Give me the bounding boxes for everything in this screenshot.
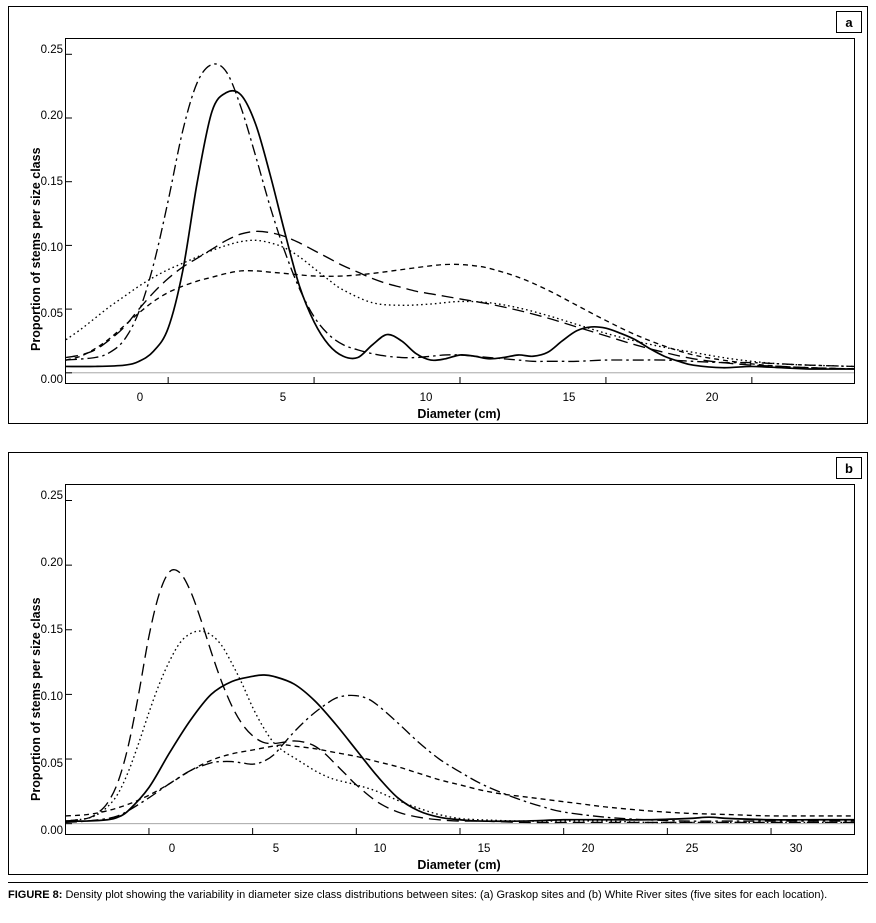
- panel-b-xtick-2: 10: [373, 843, 387, 855]
- series-line-3: [66, 631, 854, 822]
- panel-b-xtick-4: 20: [581, 843, 595, 855]
- series-line-5: [66, 695, 854, 822]
- panel-b-y-axis-label: Proportion of stems per size class: [29, 597, 43, 801]
- panel-b-x-axis-label: Diameter (cm): [417, 858, 501, 872]
- panel-b-ytick-4: 0.20: [40, 557, 63, 569]
- panel-a-ytick-3: 0.15: [40, 176, 63, 188]
- panel-b-xtick-6: 30: [789, 843, 803, 855]
- panel-b-xtick-1: 5: [272, 843, 280, 855]
- panel-b-ytick-0: 0.00: [40, 825, 63, 837]
- panel-a-xtick-0: 0: [136, 392, 144, 404]
- series-line-4: [66, 745, 854, 816]
- panel-a-xtick-1: 5: [279, 392, 287, 404]
- panel-a-ytick-1: 0.05: [40, 308, 63, 320]
- panel-b-ytick-5: 0.25: [40, 490, 63, 502]
- series-line-3: [66, 231, 854, 369]
- panel-a-xtick-4: 20: [705, 392, 719, 404]
- panel-a-plot-area: [65, 38, 855, 384]
- caption-divider: [8, 882, 868, 883]
- series-line-1: [66, 675, 854, 821]
- series-line-4: [66, 264, 854, 369]
- panel-label-b: b: [836, 457, 862, 479]
- panel-b-ytick-2: 0.10: [40, 691, 63, 703]
- panel-a-xtick-2: 10: [419, 392, 433, 404]
- panel-a-ytick-5: 0.25: [40, 44, 63, 56]
- panel-a-y-axis-label: Proportion of stems per size class: [29, 147, 43, 351]
- panel-b-xtick-0: 0: [168, 843, 176, 855]
- panel-b-plot-area: [65, 484, 855, 835]
- figure-caption: [8, 888, 870, 902]
- panel-a-xtick-3: 15: [562, 392, 576, 404]
- panel-b-ytick-1: 0.05: [40, 758, 63, 770]
- figure-caption-label: FIGURE 8:: [8, 889, 63, 901]
- series-line-1: [66, 91, 854, 369]
- chart-panel-b: [8, 452, 868, 875]
- panel-a-ytick-2: 0.10: [40, 242, 63, 254]
- panel-a-ytick-4: 0.20: [40, 110, 63, 122]
- figure-caption-text: Density plot showing the variability in diameter size class distributions between sites: (a) Graskop sites and (b) White River sites (five sites for each location).: [62, 889, 828, 901]
- series-line-2: [66, 570, 854, 823]
- panel-a-x-axis-label: Diameter (cm): [417, 407, 501, 421]
- chart-panel-a: [8, 6, 868, 424]
- panel-label-a: a: [836, 11, 862, 33]
- panel-b-xtick-3: 15: [477, 843, 491, 855]
- panel-a-svg: [66, 39, 854, 383]
- panel-b-xtick-5: 25: [685, 843, 699, 855]
- series-line-2: [66, 64, 854, 367]
- panel-b-svg: [66, 485, 854, 834]
- panel-a-ytick-0: 0.00: [40, 374, 63, 386]
- panel-b-ytick-3: 0.15: [40, 624, 63, 636]
